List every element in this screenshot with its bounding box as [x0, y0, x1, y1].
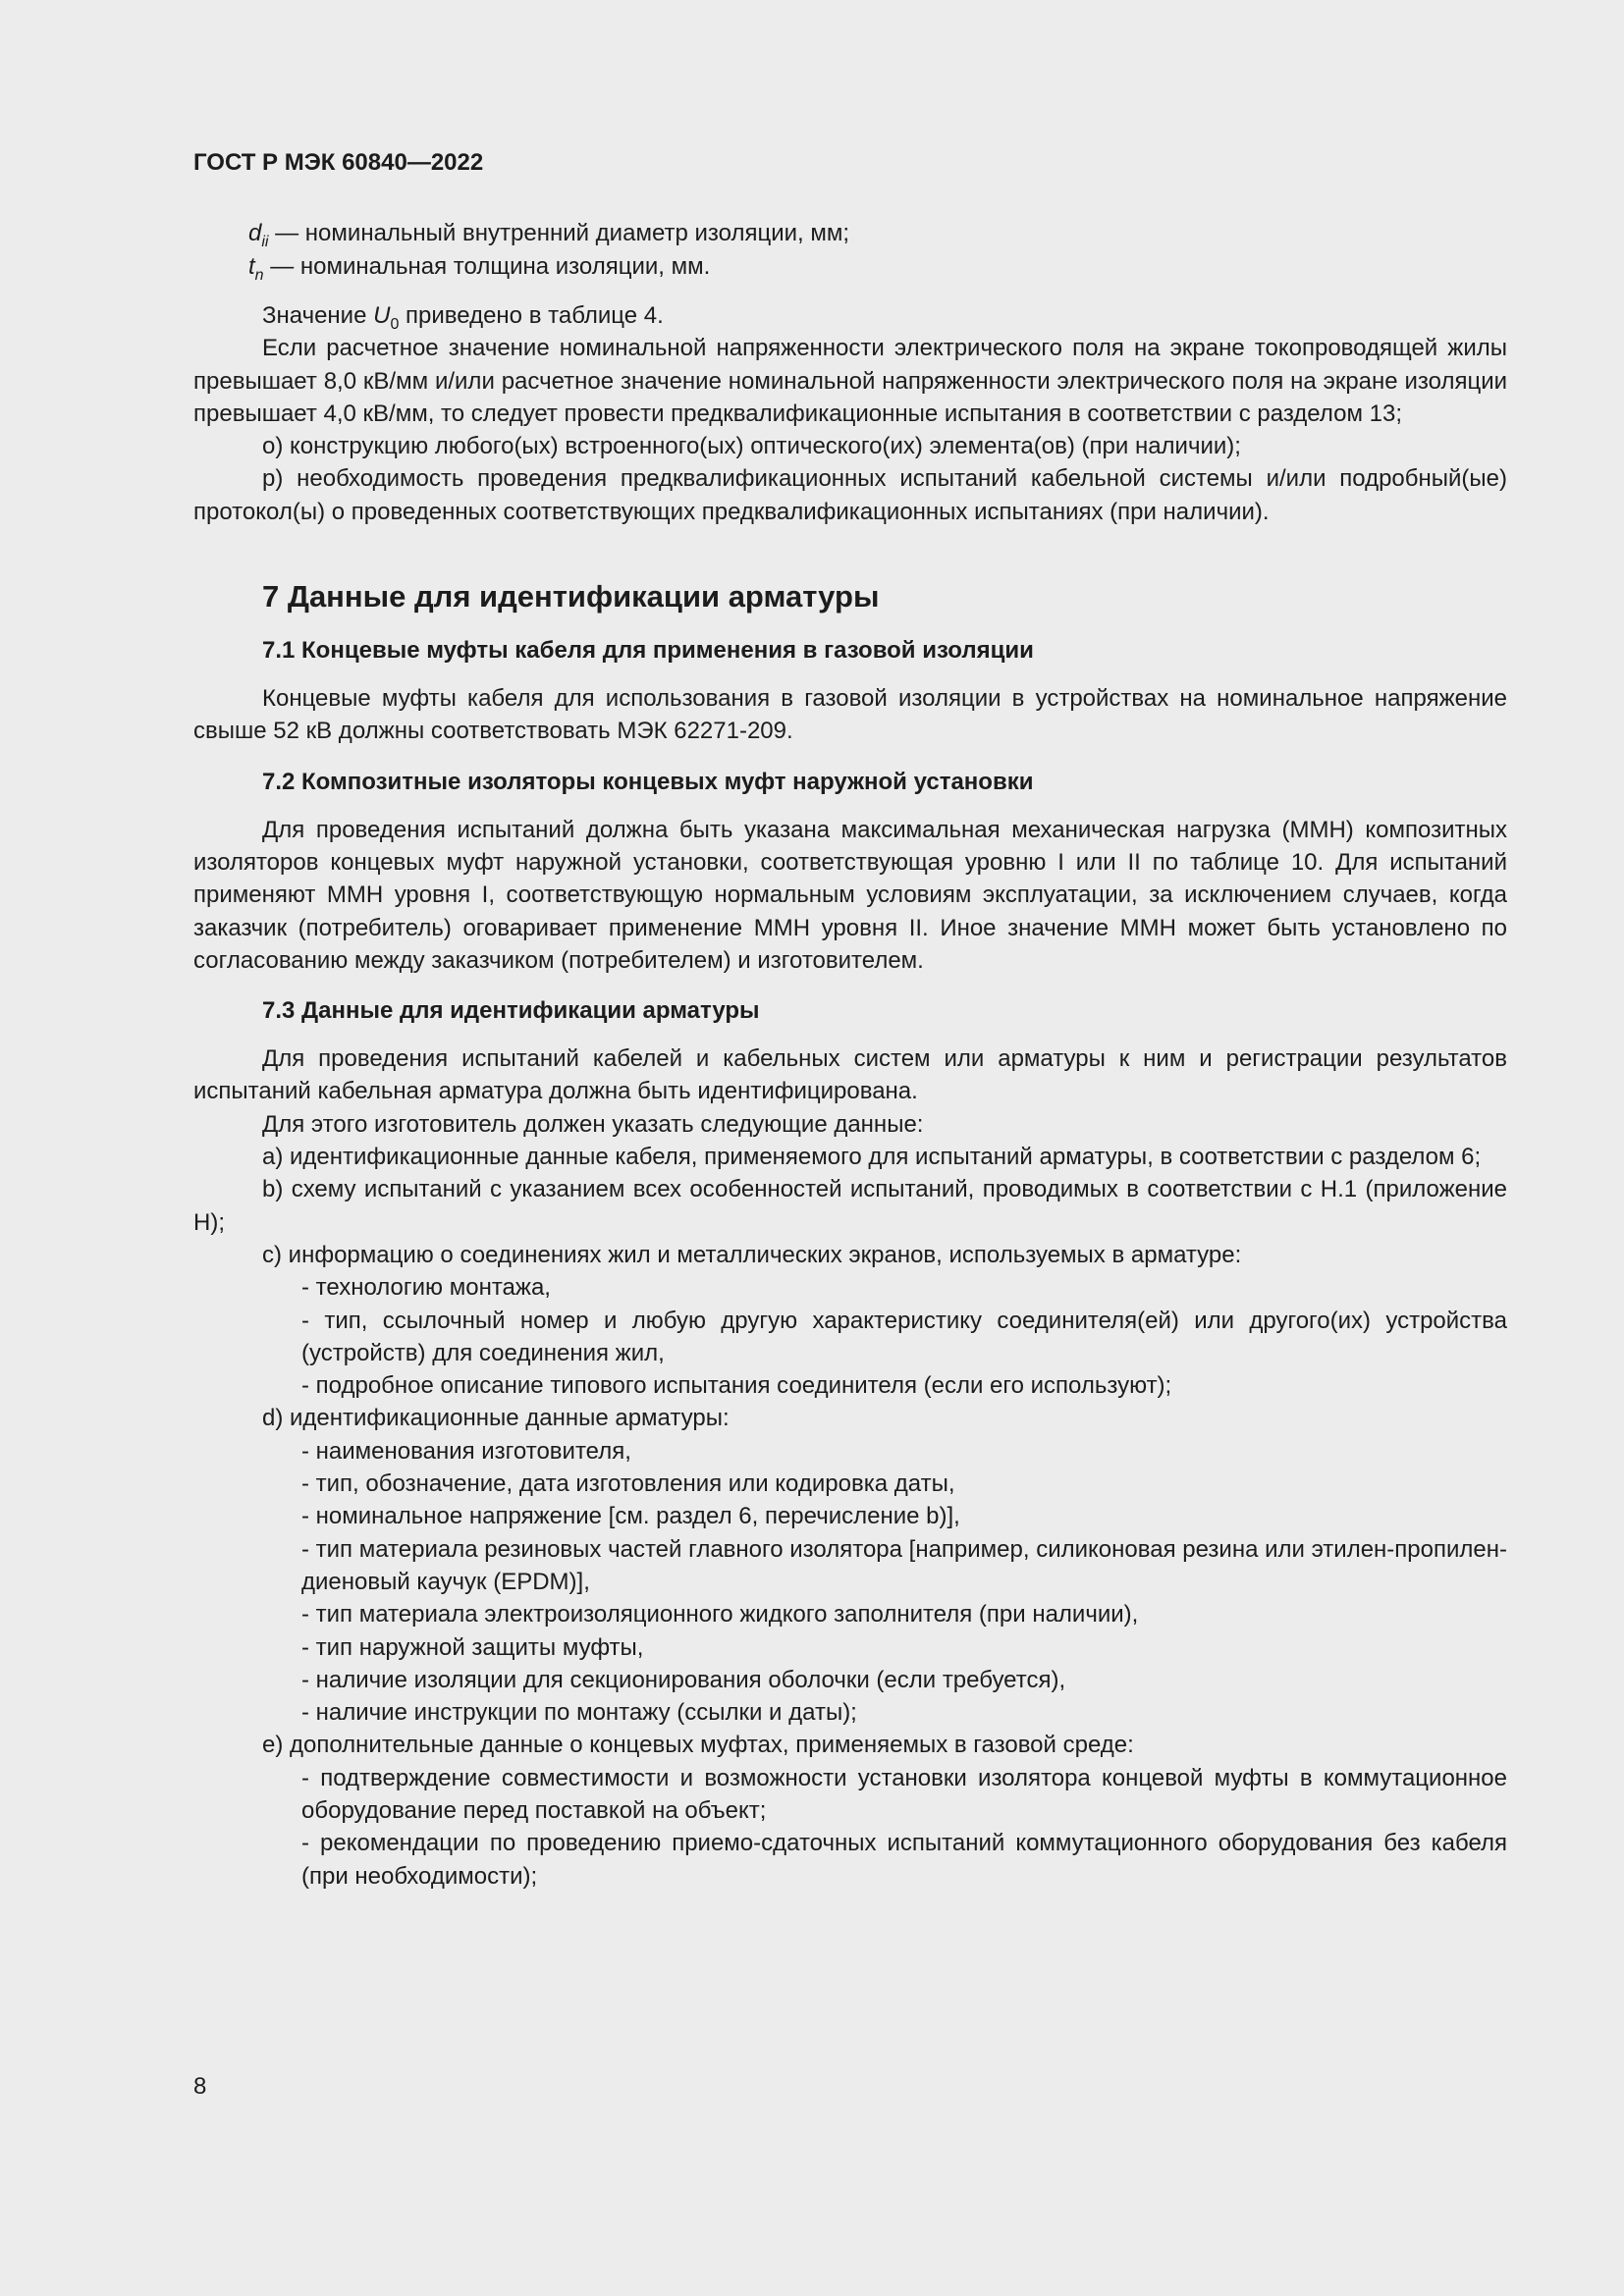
list-d-subitems — [193, 1435, 1507, 1730]
list-d-subitem: - номинальное напряжение [см. раздел 6, перечисление b)], — [301, 1503, 960, 1530]
list-item-b: b) схему испытаний с указанием всех особенностей испытаний, проводимых в соответствии с H.1 (приложение H); — [193, 1176, 1507, 1236]
definition-text: — номинальная толщина изоляции, мм. — [263, 253, 711, 280]
subsection-7-3-intro: Для этого изготовитель должен указать следующие данные: — [262, 1110, 924, 1138]
symbol: t — [248, 253, 255, 280]
u0-reference: Значение $U_0$ приведено в таблице 4. — [262, 302, 664, 333]
symbol-subscript: ii — [261, 233, 269, 250]
page-content — [193, 137, 1507, 1893]
list-item-o: о) конструкцию любого(ых) встроенного(ых) оптического(их) элемента(ов) (при наличии); — [262, 433, 1241, 460]
definition-dii — [248, 217, 1507, 250]
list-e-subitem: - подтверждение совместимости и возможности установки изолятора концевой муфты в коммутационное оборудование перед поставкой на объект; — [301, 1764, 1507, 1824]
subsection-7-1-text: Концевые муфты кабеля для использования в газовой изоляции в устройствах на номинальное напряжение свыше 52 кВ должны соответствовать МЭК 62271-209. — [193, 685, 1507, 745]
list-e-subitems — [193, 1762, 1507, 1893]
list-item-e: e) дополнительные данные о концевых муфтах, применяемых в газовой среде: — [262, 1732, 1134, 1759]
list-c-subitem: - технологию монтажа, — [301, 1274, 551, 1302]
subsection-7-3-heading: 7.3 Данные для идентификации арматуры — [262, 997, 760, 1025]
subsection-7-3-text: Для проведения испытаний кабелей и кабельных систем или арматуры к ним и регистрации результатов испытаний кабельная арматура должна быть идентифицирована. — [193, 1045, 1507, 1105]
list-d-subitem: - наличие изоляции для секционирования оболочки (если требуется), — [301, 1666, 1066, 1693]
list-d-subitem: - тип наружной защиты муфты, — [301, 1633, 644, 1661]
subsection-7-2-heading: 7.2 Композитные изоляторы концевых муфт наружной установки — [262, 768, 1034, 795]
list-item-d: d) идентификационные данные арматуры: — [262, 1405, 730, 1432]
section-7-heading: 7 Данные для идентификации арматуры — [262, 579, 880, 614]
list-d-subitem: - тип материала резиновых частей главного изолятора [например, силиконовая резина или этилен-пропилен-диеновый каучук (EPDM)], — [301, 1535, 1507, 1595]
subsection-7-1-heading: 7.1 Концевые муфты кабеля для применения в газовой изоляции — [262, 637, 1034, 665]
list-item-c: c) информацию о соединениях жил и металлических экранов, используемых в арматуре: — [262, 1241, 1242, 1268]
paragraph-field-strength: Если расчетное значение номинальной напряженности электрического поля на экране токопроводящей жилы превышает 8,0 кВ/мм и/или расчетное значение номинальной напряженности электрического поля на экране изоляции превышает 4,0 кВ/мм, то следует провести предквалификационные испытания в соответствии с разделом 13; — [193, 335, 1507, 427]
list-c-subitems — [193, 1271, 1507, 1402]
page-number: 8 — [193, 2073, 207, 2100]
list-item-a: a) идентификационные данные кабеля, применяемого для испытаний арматуры, в соответствии с разделом 6; — [262, 1144, 1482, 1171]
symbol-subscript: n — [254, 266, 264, 284]
list-item-p: p) необходимость проведения предквалификационных испытаний кабельной системы и/или подробный(ые) протокол(ы) о проведенных соответствующих предквалификационных испытаниях (при наличии). — [193, 465, 1507, 525]
list-d-subitem: - тип, обозначение, дата изготовления или кодировка даты, — [301, 1470, 955, 1498]
definition-tn — [248, 250, 1507, 284]
symbol: d — [248, 220, 262, 246]
list-e-subitem: - рекомендации по проведению приемо-сдаточных испытаний коммутационного оборудования без кабеля (при необходимости); — [301, 1830, 1507, 1890]
subsection-7-2-text: Для проведения испытаний должна быть указана максимальная механическая нагрузка (ММН) композитных изоляторов концевых муфт наружной установки, соответствующая уровню I или II по таблице 10. Для испытаний применяют ММН уровня I, соответствующую нормальным условиям эксплуатации, за исключением случаев, когда заказчик (потребитель) оговаривает применение ММН уровня II. Иное значение ММН может быть установлено по согласованию между заказчиком (потребителем) и изготовителем. — [193, 816, 1507, 974]
symbol-definitions — [193, 217, 1507, 284]
list-d-subitem: - наименования изготовителя, — [301, 1437, 631, 1465]
list-c-subitem: - тип, ссылочный номер и любую другую характеристику соединителя(ей) или другого(их) устройства (устройств) для соединения жил, — [301, 1307, 1507, 1366]
definition-text: — номинальный внутренний диаметр изоляции, мм; — [268, 220, 850, 246]
list-d-subitem: - тип материала электроизоляционного жидкого заполнителя (при наличии), — [301, 1601, 1139, 1629]
list-c-subitem: - подробное описание типового испытания соединителя (если его используют); — [301, 1372, 1172, 1400]
list-d-subitem: - наличие инструкции по монтажу (ссылки и даты); — [301, 1699, 857, 1727]
document-header: ГОСТ Р МЭК 60840—2022 — [193, 149, 484, 176]
